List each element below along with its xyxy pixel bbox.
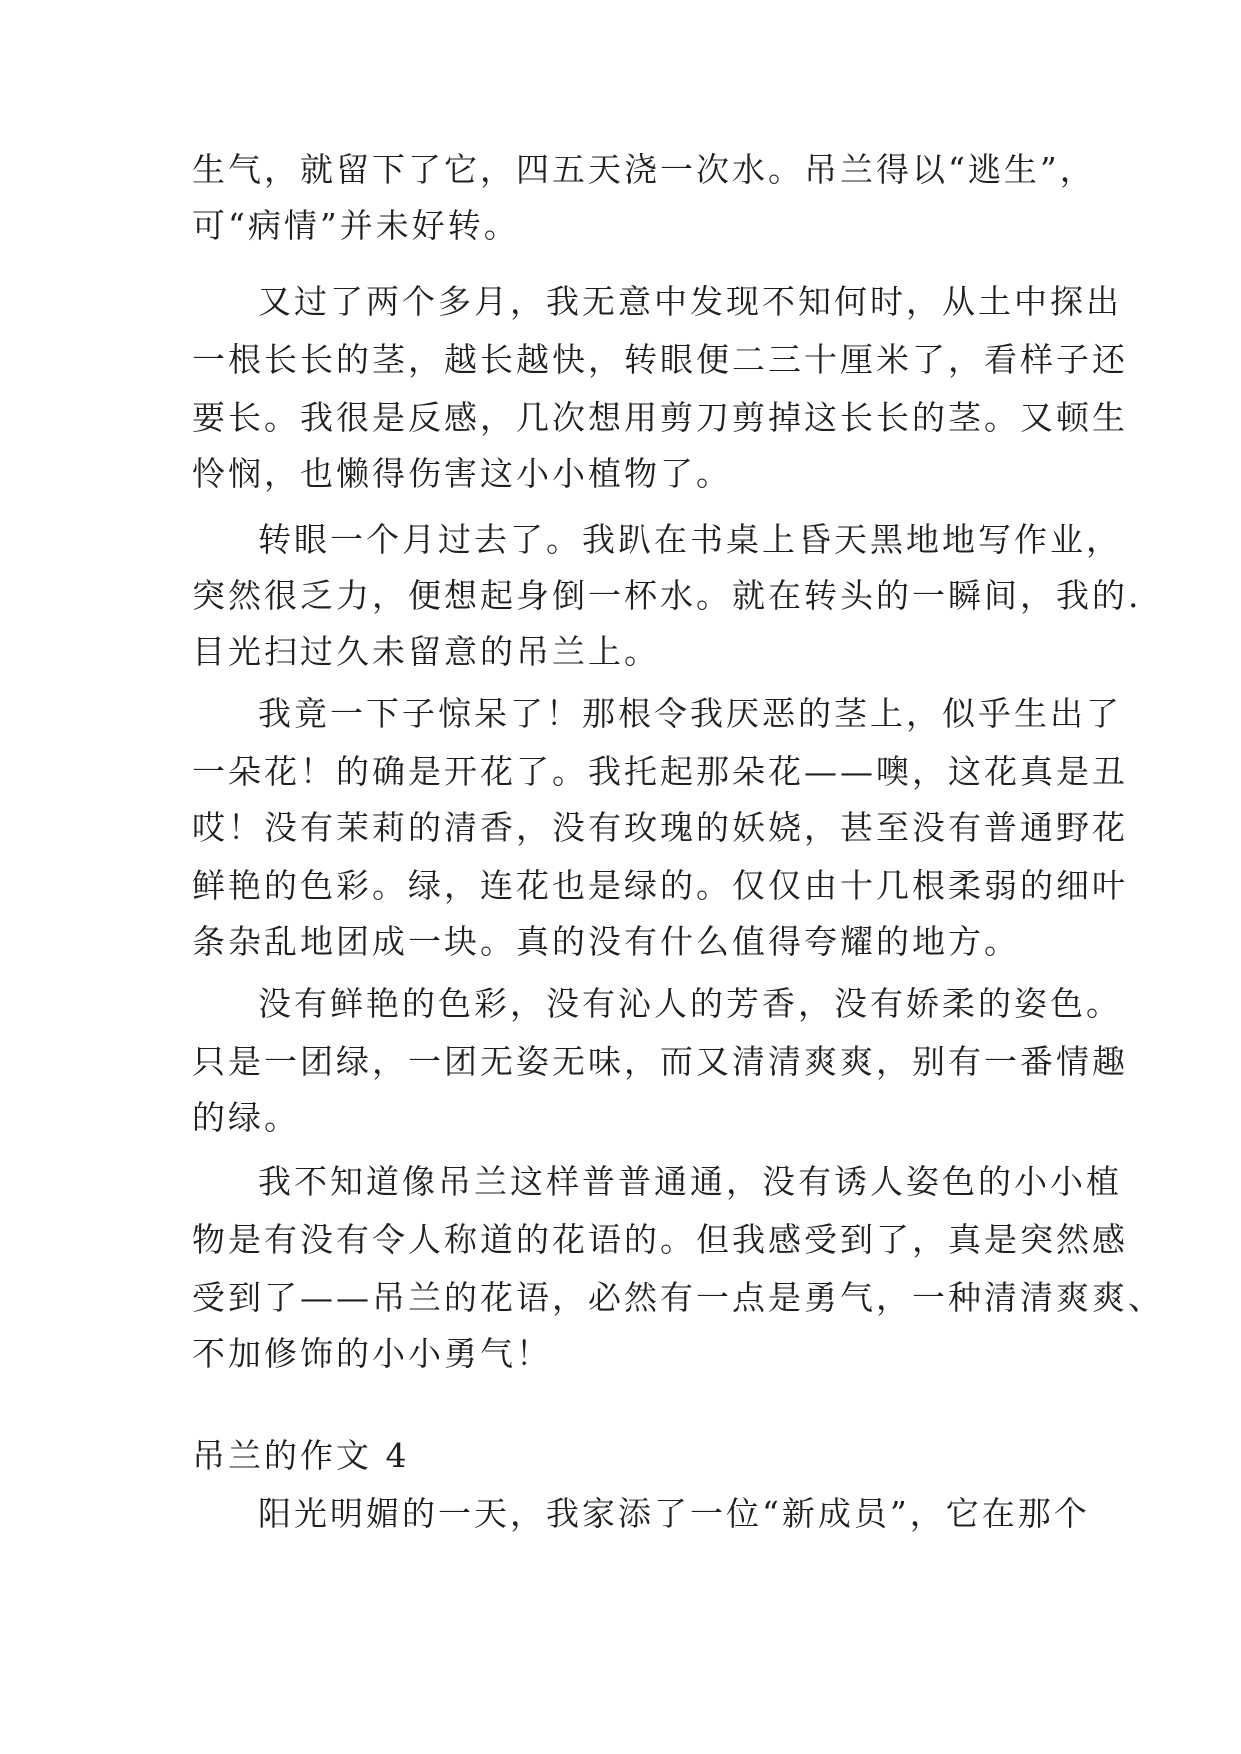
text-line: 鲜艳的色彩。绿，连花也是绿的。仅仅由十几根柔弱的细叶 [192,866,1128,905]
text-line: 一根长长的茎，越长越快，转眼便二三十厘米了，看样子还 [192,340,1128,379]
text-line: 生气，就留下了它，四五天浇一次水。吊兰得以“逃生”， [192,150,1096,189]
text-line: 一朵花！的确是开花了。我托起那朵花——噢，这花真是丑 [192,752,1128,791]
text-line: 只是一团绿，一团无姿无味，而又清清爽爽，别有一番情趣 [192,1042,1128,1081]
paragraph-start-line: 我不知道像吊兰这样普普通通，没有诱人姿色的小小植 [258,1162,1122,1201]
text-line: 的绿。 [192,1098,300,1137]
text-line: 受到了——吊兰的花语，必然有一点是勇气，一种清清爽爽、 [192,1278,1164,1317]
text-line: 目光扫过久未留意的吊兰上。 [192,632,660,671]
paragraph-start-line: 转眼一个月过去了。我趴在书桌上昏天黑地地写作业， [258,520,1122,559]
text-line: 突然很乏力，便想起身倒一杯水。就在转头的一瞬间，我的. [192,576,1142,615]
section-heading: 吊兰的作文 4 [192,1436,410,1475]
text-line: 要长。我很是反感，几次想用剪刀剪掉这长长的茎。又顿生 [192,398,1128,437]
text-line: 怜悯，也懒得伤害这小小植物了。 [192,454,732,493]
paragraph-start-line: 我竟一下子惊呆了！那根令我厌恶的茎上，似乎生出了 [258,694,1122,733]
text-line: 不加修饰的小小勇气！ [192,1334,552,1373]
text-line: 物是有没有令人称道的花语的。但我感受到了，真是突然感 [192,1220,1128,1259]
paragraph-start-line: 没有鲜艳的色彩，没有沁人的芳香，没有娇柔的姿色。 [258,984,1122,1023]
text-line: 可“病情”并未好转。 [192,206,520,245]
text-line: 哎！没有茉莉的清香，没有玫瑰的妖娆，甚至没有普通野花 [192,808,1128,847]
paragraph-start-line: 阳光明媚的一天，我家添了一位“新成员”，它在那个 [258,1494,1090,1533]
text-line: 条杂乱地团成一块。真的没有什么值得夸耀的地方。 [192,922,1020,961]
paragraph-start-line: 又过了两个多月，我无意中发现不知何时，从土中探出 [258,282,1122,321]
